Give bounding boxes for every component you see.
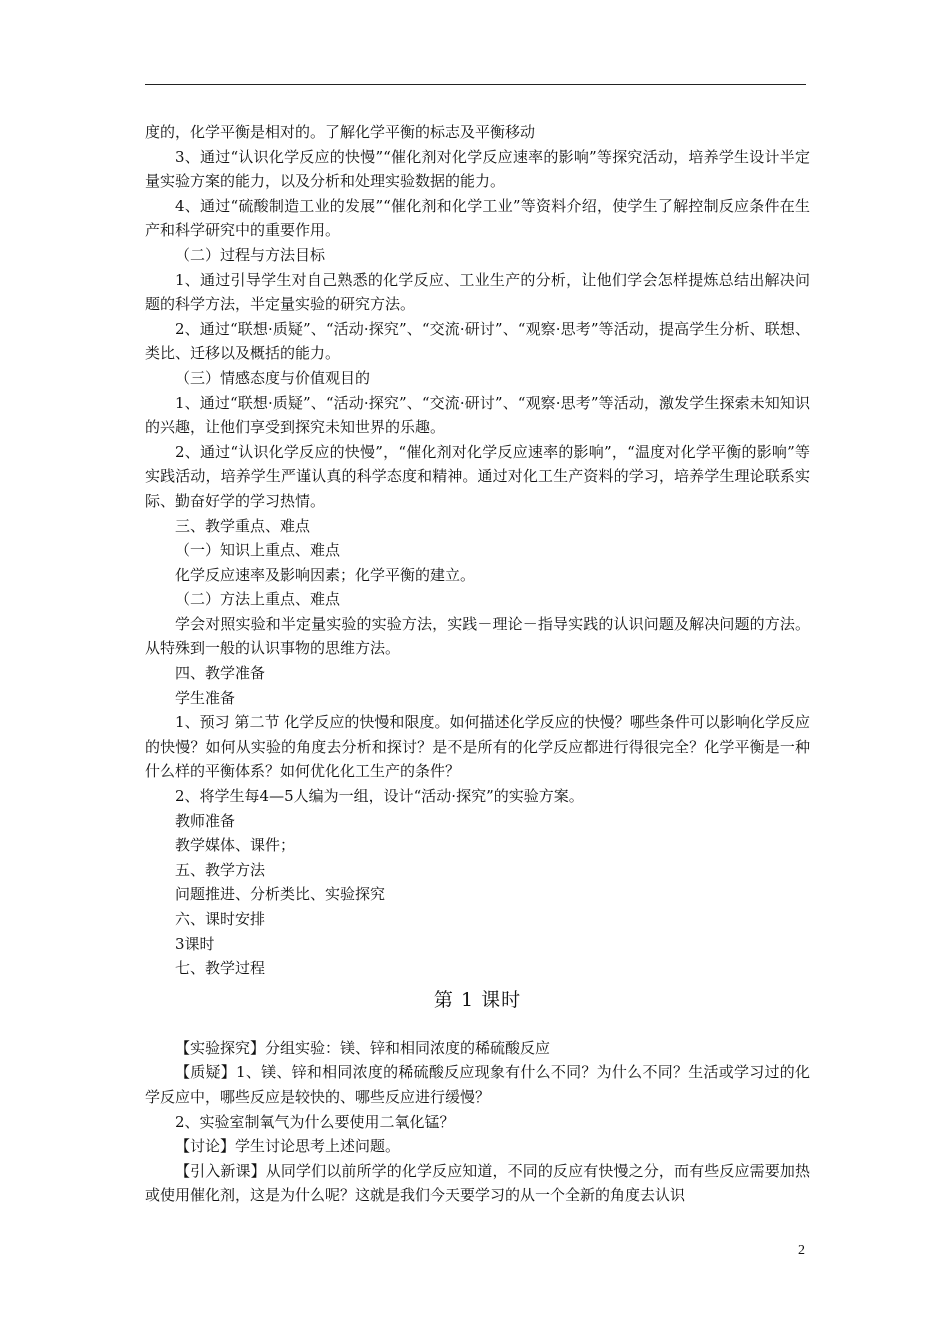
paragraph: 【实验探究】分组实验：镁、锌和相同浓度的稀硫酸反应	[175, 1038, 551, 1057]
lesson-heading: 第 1 课时	[433, 988, 522, 1011]
paragraph: 度的，化学平衡是相对的。了解化学平衡的标志及平衡移动	[145, 123, 536, 141]
section-heading: 五、教学方法	[175, 860, 266, 879]
paragraph: 【质疑】1、镁、锌和相同浓度的稀硫酸反应现象有什么不同？为什么不同？生活或学习过的化学反应中，哪些反应是较快的、哪些反应进行缓慢？	[145, 1063, 810, 1106]
section-heading: （一）知识上重点、难点	[175, 541, 341, 560]
section-heading: 六、课时安排	[175, 910, 266, 928]
section-heading: 学生准备	[175, 688, 236, 707]
page-body	[145, 120, 810, 1208]
paragraph: 3、通过“认识化学反应的快慢”“催化剂对化学反应速率的影响”等探究活动，培养学生设计半定量实验方案的能力，以及分析和处理实验数据的能力。	[145, 147, 810, 191]
section-heading: （二）过程与方法目标	[175, 245, 326, 264]
paragraph: 3课时	[175, 934, 215, 953]
paragraph: 教学媒体、课件；	[175, 836, 296, 855]
section-heading: （三）情感态度与价值观目的	[175, 368, 371, 387]
paragraph: 4、通过“硫酸制造工业的发展”“催化剂和化学工业”等资料介绍，使学生了解控制反应条件在生产和科学研究中的重要作用。	[145, 196, 810, 240]
section-heading: （二）方法上重点、难点	[175, 590, 341, 609]
paragraph: 1、通过引导学生对自己熟悉的化学反应、工业生产的分析，让他们学会怎样提炼总结出解决问题的科学方法，半定量实验的研究方法。	[145, 270, 810, 314]
section-heading: 三、教学重点、难点	[175, 516, 311, 535]
paragraph: 【引入新课】从同学们以前所学的化学反应知道，不同的反应有快慢之分，而有些反应需要加热或使用催化剂，这是为什么呢？这就是我们今天要学习的从一个全新的角度去认识	[145, 1161, 810, 1205]
paragraph: 2、通过“联想·质疑”、“活动·探究”、“交流·研讨”、“观察·思考”等活动，提高学生分析、联想、类比、迁移以及概括的能力。	[145, 319, 810, 363]
paragraph: 【讨论】学生讨论思考上述问题。	[175, 1137, 401, 1156]
section-heading: 四、教学准备	[175, 664, 266, 683]
page-number: 2	[798, 1243, 805, 1258]
paragraph: 学会对照实验和半定量实验的实验方法，实践－理论－指导实践的认识问题及解决问题的方法。从特殊到一般的认识事物的思维方法。	[145, 614, 810, 658]
section-heading: 七、教学过程	[175, 959, 266, 978]
paragraph: 1、通过“联想·质疑”、“活动·探究”、“交流·研讨”、“观察·思考”等活动，激发学生探索未知知识的兴趣，让他们享受到探究未知世界的乐趣。	[145, 393, 810, 437]
paragraph: 2、通过“认识化学反应的快慢”，“催化剂对化学反应速率的影响”，“温度对化学平衡的影响”等实践活动，培养学生严谨认真的科学态度和精神。通过对化工生产资料的学习，培养学生理论联系实际、勤奋好学的学习热情。	[145, 442, 810, 510]
section-heading: 教师准备	[175, 811, 236, 830]
paragraph: 化学反应速率及影响因素；化学平衡的建立。	[175, 565, 476, 584]
header-rule	[145, 84, 806, 85]
paragraph: 问题推进、分析类比、实验探究	[175, 885, 386, 904]
paragraph: 2、将学生每4—5人编为一组，设计“活动·探究”的实验方案。	[175, 787, 584, 806]
paragraph: 2、实验室制氧气为什么要使用二氧化锰？	[175, 1112, 455, 1131]
paragraph: 1、预习 第二节 化学反应的快慢和限度。如何描述化学反应的快慢？哪些条件可以影响化学反应的快慢？如何从实验的角度去分析和探讨？是不是所有的化学反应都进行得很完全？化学平衡是一种什么样的平衡体系？如何优化化工生产的条件？	[145, 713, 810, 781]
